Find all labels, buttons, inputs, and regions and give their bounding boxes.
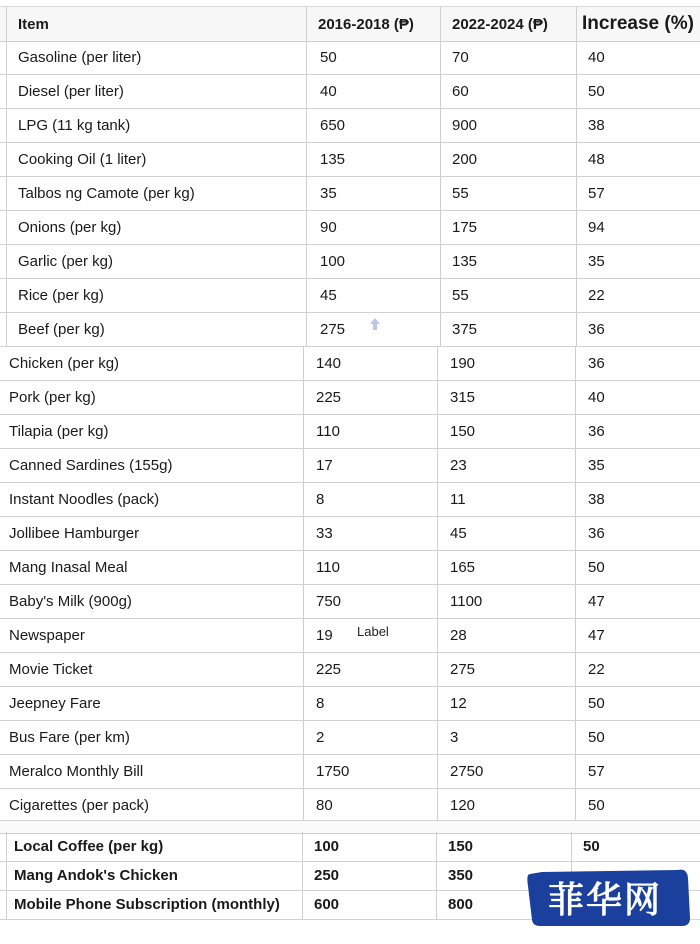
- cell-increase: 57: [588, 762, 605, 780]
- cell-increase: 50: [588, 82, 605, 100]
- cell-increase: 40: [588, 48, 605, 66]
- cell-price-2016-2018: 100: [314, 838, 340, 855]
- cell-increase: 47: [588, 626, 605, 644]
- cell-price-2022-2024: 275: [450, 660, 476, 678]
- cell-price-2016-2018: 50: [320, 48, 337, 66]
- cell-item: Canned Sardines (155g): [9, 456, 173, 474]
- table-row: [0, 74, 700, 109]
- cell-increase: 50: [588, 728, 605, 746]
- table-header-row: [0, 6, 700, 42]
- cell-item: Cigarettes (per pack): [9, 796, 150, 814]
- cell-price-2022-2024: 45: [450, 524, 467, 542]
- cell-item: Mang Inasal Meal: [9, 558, 128, 576]
- cell-price-2022-2024: 55: [452, 184, 469, 202]
- cell-price-2016-2018: 140: [316, 354, 342, 372]
- cell-price-2022-2024: 200: [452, 150, 478, 168]
- cell-price-2022-2024: 150: [450, 422, 476, 440]
- cell-price-2016-2018: 33: [316, 524, 333, 542]
- cell-price-2016-2018: 19: [316, 626, 333, 644]
- cell-item: Chicken (per kg): [9, 354, 120, 372]
- cell-price-2022-2024: 175: [452, 218, 478, 236]
- cell-item: Mobile Phone Subscription (monthly): [14, 896, 280, 913]
- cell-price-2016-2018: 650: [320, 116, 346, 134]
- cell-price-2016-2018: 8: [316, 694, 325, 712]
- table-row: [0, 142, 700, 177]
- table-row: [0, 380, 700, 415]
- cell-price-2016-2018: 250: [314, 867, 340, 884]
- table-row: [0, 832, 700, 862]
- cell-item: Bus Fare (per km): [9, 728, 130, 746]
- cell-increase: 50: [583, 838, 600, 855]
- watermark-text: 菲华网: [548, 880, 663, 921]
- cell-price-2022-2024: 120: [450, 796, 476, 814]
- cell-price-2022-2024: 165: [450, 558, 476, 576]
- cell-price-2022-2024: 135: [452, 252, 478, 270]
- cell-item: Rice (per kg): [18, 286, 104, 304]
- header-increase: Increase (%): [582, 13, 694, 34]
- table-row: [0, 210, 700, 245]
- cell-price-2016-2018: 135: [320, 150, 346, 168]
- cell-price-2022-2024: 23: [450, 456, 467, 474]
- cell-price-2022-2024: 190: [450, 354, 476, 372]
- cell-price-2016-2018: 110: [316, 558, 340, 576]
- cell-price-2022-2024: 1100: [450, 592, 483, 610]
- header-item: Item: [18, 15, 49, 33]
- table-row: [0, 618, 700, 653]
- cell-increase: 38: [588, 116, 605, 134]
- cell-increase: 36: [588, 422, 605, 440]
- cell-item: Diesel (per liter): [18, 82, 124, 100]
- header-period-2022-2024: 2022-2024 (₱): [452, 15, 548, 33]
- table-row: [0, 550, 700, 585]
- cell-item: Beef (per kg): [18, 320, 105, 338]
- cell-price-2022-2024: 150: [448, 838, 474, 855]
- cell-price-2016-2018: 275: [320, 320, 346, 338]
- cell-price-2022-2024: 2750: [450, 762, 484, 780]
- cell-price-2022-2024: 12: [450, 694, 467, 712]
- cell-price-2022-2024: 55: [452, 286, 469, 304]
- cell-increase: 22: [588, 660, 605, 678]
- cell-price-2016-2018: 110: [316, 422, 340, 440]
- cell-increase: 40: [588, 388, 605, 406]
- table-row: [0, 754, 700, 789]
- table-row: [0, 788, 700, 823]
- cell-increase: 47: [588, 592, 605, 610]
- cell-item: Jeepney Fare: [9, 694, 101, 712]
- cell-increase: 94: [588, 218, 605, 236]
- cell-item: Jollibee Hamburger: [9, 524, 140, 542]
- cell-item: LPG (11 kg tank): [18, 116, 131, 134]
- cell-price-2022-2024: 11: [450, 490, 466, 508]
- cell-price-2016-2018: 35: [320, 184, 337, 202]
- cell-increase: 50: [588, 796, 605, 814]
- table-row: [0, 176, 700, 211]
- cell-price-2016-2018: 225: [316, 660, 342, 678]
- cell-increase: 36: [588, 354, 605, 372]
- cell-price-2016-2018: 2: [316, 728, 325, 746]
- cell-increase: 22: [588, 286, 605, 304]
- cell-item: Cooking Oil (1 liter): [18, 150, 147, 168]
- cell-price-2016-2018: 225: [316, 388, 342, 406]
- table-row: [0, 244, 700, 279]
- cell-increase: 57: [588, 184, 605, 202]
- cell-price-2022-2024: 350: [448, 867, 474, 884]
- table-row: [0, 686, 700, 721]
- cell-item: Pork (per kg): [9, 388, 96, 406]
- cell-price-2022-2024: 800: [448, 896, 474, 913]
- table-row: [0, 414, 700, 449]
- table-row: [0, 584, 700, 619]
- cell-increase: 48: [588, 150, 605, 168]
- table-row: [0, 346, 700, 381]
- cell-increase: 35: [588, 456, 605, 474]
- cell-price-2016-2018: 45: [320, 286, 337, 304]
- arrow-up-icon: [367, 316, 383, 332]
- cell-price-2022-2024: 375: [452, 320, 478, 338]
- cell-price-2022-2024: 70: [452, 48, 469, 66]
- table-row: [0, 516, 700, 551]
- cell-item: Movie Ticket: [9, 660, 93, 678]
- cell-price-2022-2024: 900: [452, 116, 478, 134]
- cell-item: Local Coffee (per kg): [14, 838, 164, 855]
- cell-price-2016-2018: 100: [320, 252, 346, 270]
- cell-price-2016-2018: 17: [316, 456, 333, 474]
- cell-item: Tilapia (per kg): [9, 422, 109, 440]
- cell-increase: 50: [588, 694, 605, 712]
- cell-price-2016-2018: 600: [314, 896, 340, 913]
- table-row: [0, 720, 700, 755]
- cell-item: Onions (per kg): [18, 218, 122, 236]
- table-row: [0, 40, 700, 75]
- cell-item: Newspaper: [9, 626, 85, 644]
- cell-item: Instant Noodles (pack): [9, 490, 160, 508]
- cell-increase: 36: [588, 320, 605, 338]
- cell-price-2022-2024: 60: [452, 82, 469, 100]
- table-row: [0, 482, 700, 517]
- cell-price-2016-2018: 40: [320, 82, 337, 100]
- header-period-2016-2018: 2016-2018 (₱): [318, 15, 414, 33]
- table-row: [0, 108, 700, 143]
- cell-price-2016-2018: 8: [316, 490, 325, 508]
- cell-item: Meralco Monthly Bill: [9, 762, 144, 780]
- table-row: [0, 312, 700, 347]
- cell-item: Baby's Milk (900g): [9, 592, 132, 610]
- cell-item: Garlic (per kg): [18, 252, 114, 270]
- cell-increase: 38: [588, 490, 605, 508]
- table-row: [0, 652, 700, 687]
- cell-price-2016-2018: 1750: [316, 762, 350, 780]
- table-row: [0, 278, 700, 313]
- cell-price-2016-2018: 80: [316, 796, 333, 814]
- cell-item: Gasoline (per liter): [18, 48, 142, 66]
- cell-increase: 35: [588, 252, 605, 270]
- cell-item: Mang Andok's Chicken: [14, 867, 178, 884]
- label-note: Label: [357, 624, 389, 639]
- cell-price-2016-2018: 90: [320, 218, 337, 236]
- cell-increase: 50: [588, 558, 605, 576]
- cell-price-2022-2024: 28: [450, 626, 467, 644]
- cell-price-2016-2018: 750: [316, 592, 342, 610]
- cell-price-2022-2024: 315: [450, 388, 476, 406]
- cell-price-2022-2024: 3: [450, 728, 459, 746]
- cell-item: Talbos ng Camote (per kg): [18, 184, 195, 202]
- cell-increase: 36: [588, 524, 605, 542]
- table-row: [0, 448, 700, 483]
